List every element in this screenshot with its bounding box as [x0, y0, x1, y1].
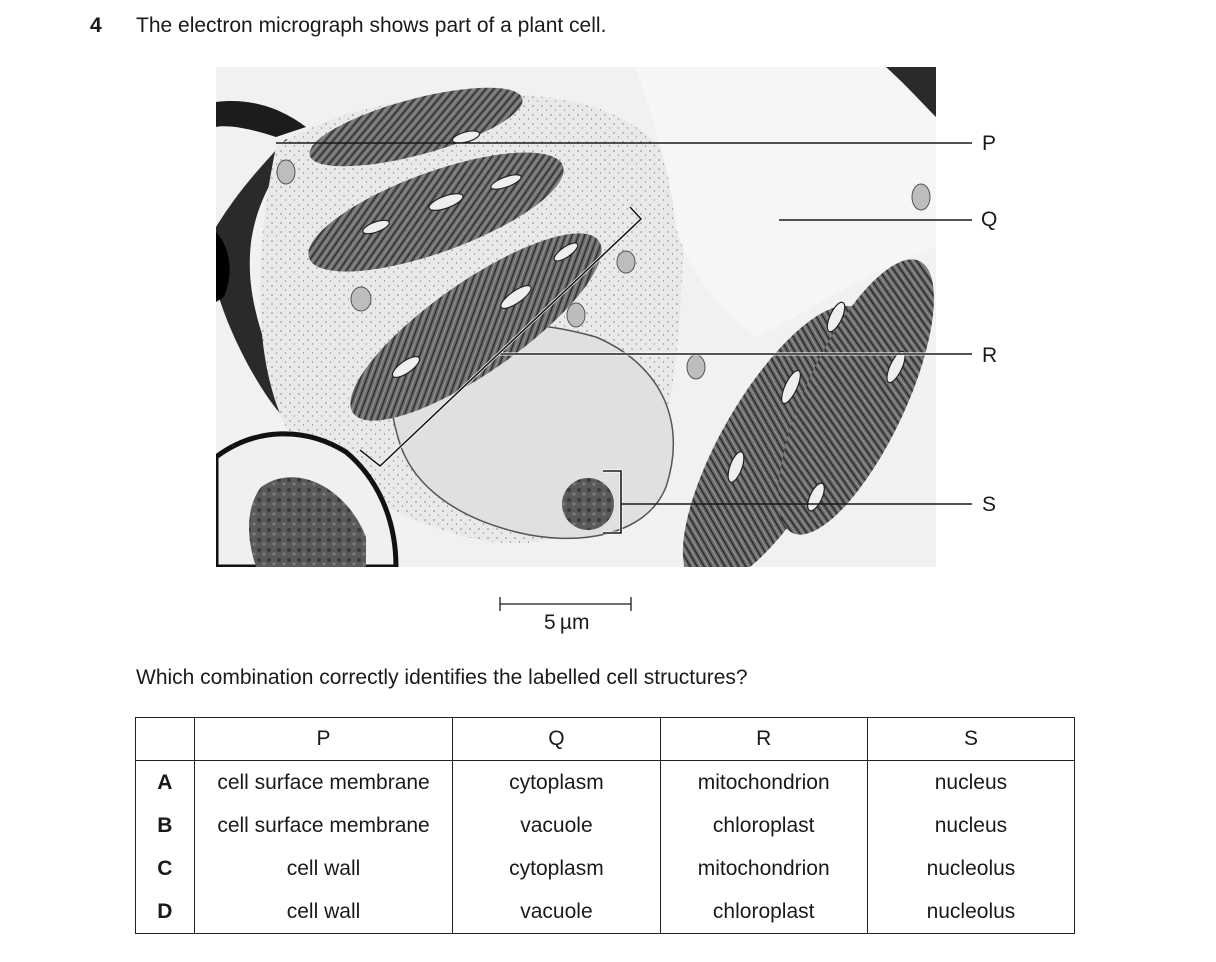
scale-bar — [500, 597, 631, 611]
table-row-c[interactable] — [136, 847, 1075, 890]
cell-s: nucleus — [867, 761, 1074, 805]
cell-p: cell wall — [194, 890, 453, 934]
scale-bar-label: 5 µm — [544, 611, 590, 634]
label-line-s — [603, 471, 972, 533]
header-q: Q — [453, 718, 660, 761]
table-row-d[interactable] — [136, 890, 1075, 934]
label-p: P — [982, 132, 997, 155]
cell-p: cell wall — [194, 847, 453, 890]
cell-r: chloroplast — [660, 804, 867, 847]
option-letter[interactable]: A — [136, 761, 195, 805]
header-p: P — [194, 718, 453, 761]
cell-q: vacuole — [453, 804, 660, 847]
cell-q: cytoplasm — [453, 847, 660, 890]
table-header-row — [136, 718, 1075, 761]
header-r: R — [660, 718, 867, 761]
cell-q: cytoplasm — [453, 761, 660, 805]
cell-p: cell surface membrane — [194, 804, 453, 847]
table-row-b[interactable] — [136, 804, 1075, 847]
cell-s: nucleolus — [867, 847, 1074, 890]
header-s: S — [867, 718, 1074, 761]
question-intro: The electron micrograph shows part of a plant cell. — [136, 14, 607, 37]
option-letter[interactable]: D — [136, 890, 195, 934]
table-row-a[interactable] — [136, 761, 1075, 805]
cell-r: chloroplast — [660, 890, 867, 934]
option-letter[interactable]: B — [136, 804, 195, 847]
answer-table — [135, 717, 1075, 934]
question-prompt: Which combination correctly identifies the labelled cell structures? — [136, 666, 748, 689]
label-q: Q — [981, 208, 998, 231]
header-option — [136, 718, 195, 761]
label-r: R — [982, 344, 998, 367]
cell-s: nucleus — [867, 804, 1074, 847]
cell-q: vacuole — [453, 890, 660, 934]
option-letter[interactable]: C — [136, 847, 195, 890]
cell-p: cell surface membrane — [194, 761, 453, 805]
label-line-r — [360, 207, 972, 466]
cell-s: nucleolus — [867, 890, 1074, 934]
cell-r: mitochondrion — [660, 761, 867, 805]
cell-r: mitochondrion — [660, 847, 867, 890]
label-s: S — [982, 493, 997, 516]
question-number: 4 — [90, 14, 102, 37]
